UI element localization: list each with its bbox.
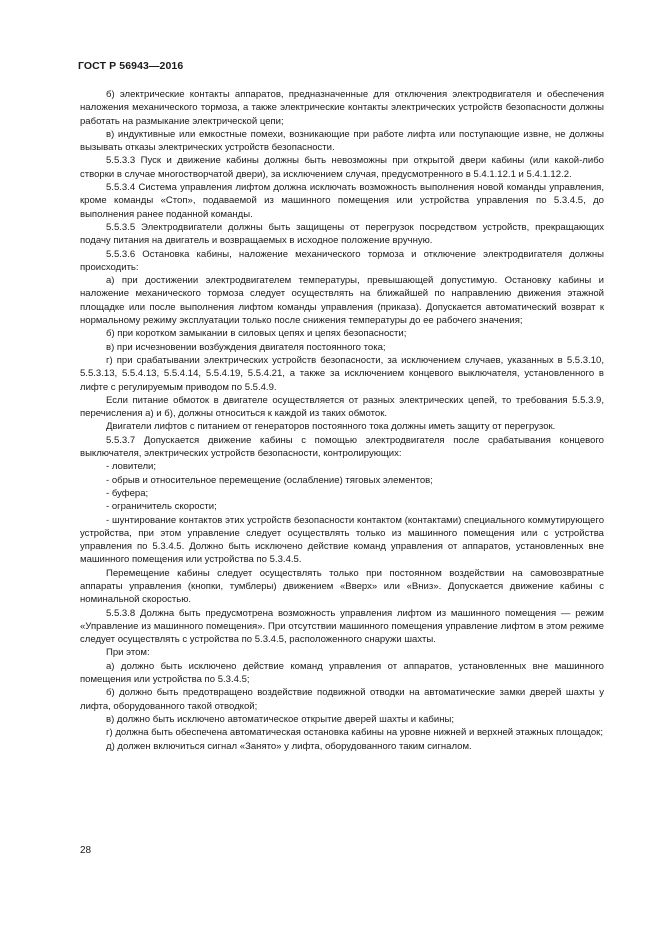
paragraph: а) при достижении электродвигателем температуры, превышающей допустимую. Остановку кабины и наложение механического тормоза следует осуществлять на ближайшей по направлению движения этажной площадке или после выполнения лифтом команды управления (приказа). Допускается автоматический возврат к нормальному режиму эксплуатации только после снижения температуры до ее рабочего значения; [80, 275, 604, 327]
list-item: - буфера; [106, 487, 149, 499]
paragraph: г) при срабатывании электрических устройств безопасности, за исключением случаев, указанных в 5.5.3.10, 5.5.3.13, 5.5.4.13, 5.5.4.14, 5.5.4.19, 5.5.4.21, а также за исключением концевого выключателя, установленного в лифте с регулируемым приводом по 5.5.4.9. [80, 354, 604, 393]
page-number: 28 [80, 845, 92, 856]
paragraph: в) при исчезновении возбуждения двигателя постоянного тока; [106, 341, 386, 353]
paragraph: 5.5.3.7 Допускается движение кабины с помощью электродвигателя после срабатывания концевого выключателя, электрических устройств безопасности, контролирующих: [80, 434, 604, 460]
list-item: - обрыв и относительное перемещение (ослабление) тяговых элементов; [106, 474, 433, 486]
paragraph: Если питание обмоток в двигателе осуществляется от разных электрических цепей, то требования 5.5.3.9, перечисления а) и б), должны относиться к каждой из таких обмоток. [80, 394, 604, 420]
paragraph: 5.5.3.3 Пуск и движение кабины должны быть невозможны при открытой двери кабины (или какой-либо створки в случае многостворчатой двери), за исключением случая, предусмотренного в 5.4.1.12.1 и 5.4.1.12.2. [80, 155, 604, 180]
paragraph: в) индуктивные или емкостные помехи, возникающие при работе лифта или поступающие извне, не должны вызывать отказы электрических устройств безопасности. [80, 128, 604, 154]
document-body [80, 88, 604, 753]
paragraph: б) при коротком замыкании в силовых цепях и цепях безопасности; [106, 328, 407, 340]
paragraph: б) электрические контакты аппаратов, предназначенные для отключения электродвигателя и обеспечения наложения механического тормоза, а также электрические контакты электрических устройств безопасности должны работать на размыкание электрической цепи; [80, 89, 604, 127]
paragraph: Перемещение кабины следует осуществлять только при постоянном воздействии на самовозвратные аппараты управления (кнопки, тумблеры) движением «Вверх» или «Вниз». Допускается движение кабины с номинальной скоростью. [80, 567, 604, 606]
list-item: б) должно быть предотвращено воздействие подвижной отводки на автоматические замки дверей шахты у лифта, оборудованного такой отводкой; [80, 687, 604, 712]
paragraph: 5.5.3.5 Электродвигатели должны быть защищены от перегрузок посредством устройств, прекращающих подачу питания на двигатель и возвращаемых в исходное положение вручную. [80, 221, 604, 247]
list-item: - ограничитель скорости; [106, 501, 217, 513]
list-item: - шунтирование контактов этих устройств безопасности контактом (контактами) специального коммутирующего устройства, при этом управление следует осуществлять только из машинного помещения или с устройства управления по 5.3.4.5. Должно быть исключено действие команд управления от аппаратов, установленных вне машинного помещения или устройства по 5.3.4.5. [80, 514, 604, 566]
paragraph: 5.5.3.8 Должна быть предусмотрена возможность управления лифтом из машинного помещения — режим «Управление из машинного помещения». При отсутствии машинного помещения управление лифтом в этом режиме следует осуществлять с устройства по 5.3.4.5, расположенного снаружи шахты. [80, 607, 604, 646]
paragraph: 5.5.3.4 Система управления лифтом должна исключать возможность выполнения новой команды управления, кроме команды «Стоп», подаваемой из машинного помещения или устройства управления по 5.3.4.5, до выполнения ранее поданной команды. [80, 182, 604, 220]
paragraph: 5.5.3.6 Остановка кабины, наложение механического тормоза и отключение электродвигателя должны происходить: [80, 248, 604, 273]
list-item: д) должен включиться сигнал «Занято» у лифта, оборудованного таким сигналом. [106, 740, 472, 752]
list-item: - ловители; [106, 461, 157, 473]
list-item: г) должна быть обеспечена автоматическая остановка кабины на уровне нижней и верхней этажных площадок; [106, 727, 603, 739]
list-item: а) должно быть исключено действие команд управления от аппаратов, установленных вне машинного помещения или устройства по 5.3.4.5; [80, 660, 604, 686]
document-header: ГОСТ Р 56943—2016 [78, 60, 184, 72]
paragraph: Двигатели лифтов с питанием от генераторов постоянного тока должны иметь защиту от перегрузок. [106, 421, 556, 433]
list-item: в) должно быть исключено автоматическое открытие дверей шахты и кабины; [106, 713, 454, 725]
paragraph: При этом: [106, 647, 150, 659]
